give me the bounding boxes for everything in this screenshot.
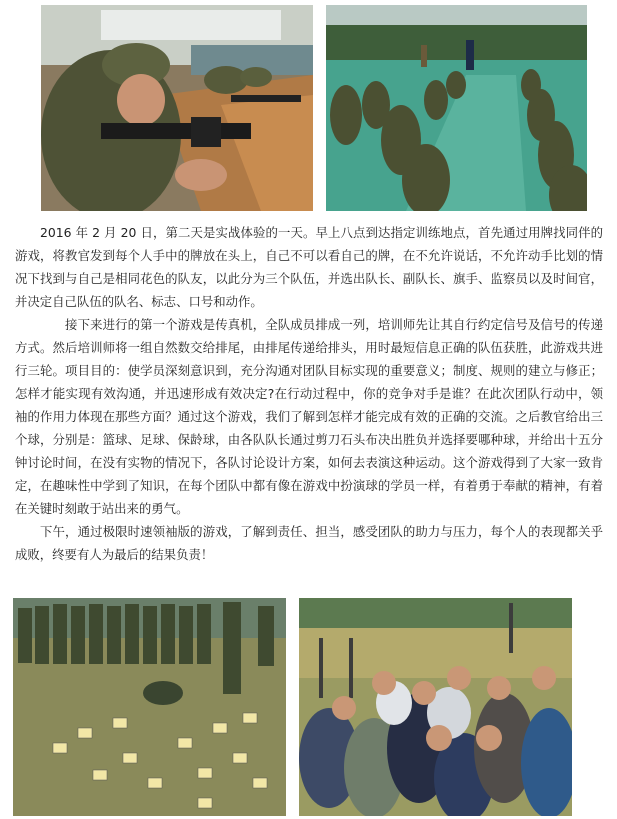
paragraph-morning: 2016 年 2 月 20 日，第二天是实战体验的一天。早上八点到达指定训练地点，首先通过用牌找同伴的游戏，将教官发到每个人手中的牌放在头上，自己不可以看自己的牌，在不允许说话，不允许动手比划的情况下找到与自己是相同花色的队友，以此分为三个队伍，并选出队长、副队长、旗手、监察员以及时间官，并决定自己队伍的队名、标志、口号和动作。 <box>15 225 603 309</box>
field-game-photo <box>13 598 286 816</box>
paragraph-fax-game: 接下来进行的第一个游戏是传真机，全队成员排成一列，培训师先让其自行约定信号及信号的传递方式。然后培训师将一组自然数交给排尾，由排尾传递给排头，用时最短信息正确的队伍获胜，此游戏共进行三轮。项目目的：使学员深刻意识到，充分沟通对团队目标实现的重要意义；制度、规则的建立与修正；怎样才能实现有效沟通，并迅速形成有效决定?在行动过程中，你的竞争对手是谁？在此次团队行动中，领袖的作用力体现在那些方面？通过这个游戏，我们了解到怎样才能完成有效的正确的交流。之后教官给出三个球，分别是：篮球、足球、保龄球，由各队队长通过剪刀石头布决出胜负并选择要哪种球，并给出十五分钟讨论时间，在没有实物的情况下，各队讨论设计方案，如何去表演这种运动。这个游戏得到了大家一致肯定，在趣味性中学到了知识，在每个团队中都有像在游戏中扮演球的学员一样，有着勇于奉献的精神，有着在关键时刻敢于站出来的勇气。 <box>15 317 603 516</box>
formation-rows-photo <box>326 5 587 211</box>
shooting-training-photo <box>41 5 313 211</box>
article-body <box>15 221 603 566</box>
paragraph-afternoon: 下午，通过极限时速领袖版的游戏，了解到责任、担当，感受团队的助力与压力，每个人的表现都关乎成败，终要有人为最后的结果负责！ <box>15 524 603 562</box>
group-huddle-photo <box>299 598 572 816</box>
